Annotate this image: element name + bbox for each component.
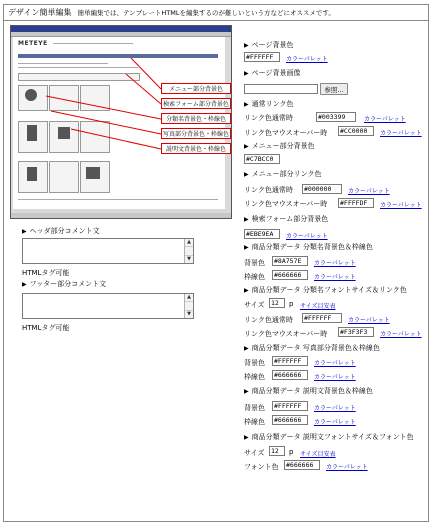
triangle-right-icon: ▶ — [244, 42, 249, 49]
scroll-down-icon[interactable]: ▼ — [185, 255, 193, 263]
normal-link-normal-palette-link[interactable]: カラーパレット — [364, 116, 406, 123]
panel-title: デザイン簡単編集 — [8, 8, 72, 17]
photo-bg-heading — [244, 343, 380, 353]
category-link-normal-input[interactable]: #FFFFFF — [302, 313, 342, 323]
description-bg-heading-label: 商品分類データ 説明文背景色＆枠線色 — [251, 387, 373, 395]
panel-subtitle: 簡単編集では、テンプレートHTMLを編集するのが難しいという方などにオススメです。 — [77, 9, 335, 17]
description-font-heading-label: 商品分類データ 説明文フォントサイズ＆フォント色 — [251, 433, 414, 441]
normal-link-hover-palette-link[interactable]: カラーパレット — [380, 130, 422, 137]
category-link-normal-label: リンク色通常時 — [244, 316, 293, 324]
triangle-right-icon: ▶ — [244, 388, 249, 395]
callout-search-bg: 検索フォーム部分背景色 — [161, 98, 231, 109]
photo-bg-label: 背景色 — [244, 359, 265, 367]
description-border-label: 枠線色 — [244, 418, 265, 426]
triangle-right-icon: ▶ — [244, 216, 249, 223]
triangle-right-icon: ▶ — [244, 244, 249, 251]
category-font-heading — [244, 285, 407, 295]
description-bg-color-input[interactable]: #FFFFFF — [272, 401, 308, 411]
description-bg-label: 背景色 — [244, 404, 265, 412]
scroll-up-icon[interactable]: ▲ — [185, 239, 193, 247]
category-link-hover-input[interactable]: #F3F3F3 — [338, 327, 374, 337]
footer-comment-label: フッター部分コメント文 — [29, 280, 107, 288]
triangle-right-icon: ▶ — [22, 228, 27, 235]
category-link-hover-palette-link[interactable]: カラーパレット — [380, 331, 422, 338]
footer-comment-textarea[interactable] — [22, 293, 194, 319]
normal-link-normal-label: リンク色通常時 — [244, 114, 293, 122]
photo-border-label: 枠線色 — [244, 373, 265, 381]
triangle-right-icon: ▶ — [244, 171, 249, 178]
description-font-color-input[interactable]: #666666 — [284, 460, 320, 470]
category-bg-label: 背景色 — [244, 259, 265, 267]
menu-bg-heading-label: メニュー部分背景色 — [251, 142, 315, 150]
normal-link-heading-label: 通常リンク色 — [251, 100, 294, 108]
menu-link-hover-input[interactable]: #FFFFDF — [338, 198, 374, 208]
textarea-scrollbar[interactable] — [184, 239, 193, 263]
category-link-hover-label: リンク色マウスオーバー時 — [244, 330, 328, 338]
description-bg-heading — [244, 386, 373, 396]
category-font-size-unit: p — [289, 300, 294, 308]
category-bg-heading-label: 商品分類データ 分類名背景色＆枠線色 — [251, 243, 373, 251]
scroll-down-icon[interactable]: ▼ — [185, 310, 193, 318]
description-font-size-label: サイズ — [244, 449, 265, 457]
page-bg-palette-link[interactable]: カラーパレット — [286, 56, 328, 63]
category-font-size-guide-link[interactable]: サイズ目安表 — [300, 303, 336, 310]
textarea-scrollbar[interactable] — [184, 294, 193, 318]
description-font-size-input[interactable]: 12 — [269, 446, 285, 456]
header-comment-heading — [22, 226, 100, 236]
callout-menu-bg: メニュー部分背景色 — [161, 83, 231, 94]
header-comment-label: ヘッダ部分コメント文 — [29, 227, 100, 235]
description-border-color-input[interactable]: #666666 — [272, 415, 308, 425]
category-border-color-input[interactable]: #666666 — [272, 270, 308, 280]
photo-border-color-input[interactable]: #666666 — [272, 370, 308, 380]
page-bg-image-heading-label: ページ背景画像 — [251, 69, 301, 77]
triangle-right-icon: ▶ — [244, 287, 249, 294]
menu-bg-heading — [244, 141, 315, 151]
browse-button[interactable]: 参照... — [320, 83, 348, 95]
header-comment-textarea[interactable] — [22, 238, 194, 264]
menu-link-hover-palette-link[interactable]: カラーパレット — [380, 202, 422, 209]
html-allowed-note-1: HTMLタグ可能 — [22, 269, 70, 277]
callout-category-bg: 分類名背景色・枠線色 — [161, 113, 231, 124]
normal-link-normal-input[interactable]: #003399 — [316, 112, 356, 122]
category-link-normal-palette-link[interactable]: カラーパレット — [348, 317, 390, 324]
menu-link-heading-label: メニュー部分リンク色 — [251, 170, 322, 178]
search-bg-heading — [244, 214, 328, 224]
triangle-right-icon: ▶ — [244, 345, 249, 352]
category-font-size-label: サイズ — [244, 301, 265, 309]
description-font-heading — [244, 432, 414, 442]
description-font-size-unit: p — [289, 448, 294, 456]
photo-border-palette-link[interactable]: カラーパレット — [314, 374, 356, 381]
triangle-right-icon: ▶ — [244, 143, 249, 150]
category-font-heading-label: 商品分類データ 分類名フォントサイズ＆リンク色 — [251, 286, 407, 294]
menu-link-normal-palette-link[interactable]: カラーパレット — [348, 188, 390, 195]
photo-bg-palette-link[interactable]: カラーパレット — [314, 360, 356, 367]
category-bg-palette-link[interactable]: カラーパレット — [314, 260, 356, 267]
description-font-color-label: フォント色 — [244, 463, 279, 471]
description-font-palette-link[interactable]: カラーパレット — [326, 464, 368, 471]
normal-link-heading — [244, 99, 294, 109]
scroll-up-icon[interactable]: ▲ — [185, 294, 193, 302]
category-font-size-input[interactable]: 12 — [269, 298, 285, 308]
photo-bg-color-input[interactable]: #FFFFFF — [272, 356, 308, 366]
menu-link-normal-input[interactable]: #000000 — [302, 184, 342, 194]
page-bg-heading-label: ページ背景色 — [251, 41, 294, 49]
normal-link-hover-label: リンク色マウスオーバー時 — [244, 129, 328, 137]
html-allowed-note-2: HTMLタグ可能 — [22, 324, 70, 332]
category-border-palette-link[interactable]: カラーパレット — [314, 274, 356, 281]
preview-logo: METEYE — [18, 40, 48, 47]
template-preview-image — [10, 25, 232, 219]
description-border-palette-link[interactable]: カラーパレット — [314, 419, 356, 426]
menu-link-heading — [244, 169, 322, 179]
page-bg-image-heading — [244, 68, 301, 78]
page-bg-heading — [244, 40, 294, 50]
page-bg-image-path-input[interactable] — [244, 84, 318, 94]
search-bg-color-input[interactable]: #EBE9EA — [244, 229, 280, 239]
triangle-right-icon: ▶ — [244, 434, 249, 441]
search-bg-palette-link[interactable]: カラーパレット — [286, 233, 328, 240]
panel-header — [4, 5, 428, 21]
photo-bg-heading-label: 商品分類データ 写真部分背景色＆枠線色 — [251, 344, 380, 352]
search-bg-heading-label: 検索フォーム部分背景色 — [251, 215, 329, 223]
category-bg-heading — [244, 242, 373, 252]
menu-bg-color-input[interactable]: #C7BCC0 — [244, 154, 280, 164]
description-font-size-guide-link[interactable]: サイズ目安表 — [300, 451, 336, 458]
description-bg-palette-link[interactable]: カラーパレット — [314, 405, 356, 412]
menu-link-hover-label: リンク色マウスオーバー時 — [244, 200, 328, 208]
menu-link-normal-label: リンク色通常時 — [244, 186, 293, 194]
footer-comment-heading — [22, 279, 106, 289]
triangle-right-icon: ▶ — [244, 70, 249, 77]
page-bg-color-input[interactable]: #FFFFFF — [244, 52, 280, 62]
triangle-right-icon: ▶ — [244, 101, 249, 108]
callout-description-bg: 説明文背景色・枠線色 — [161, 143, 231, 154]
normal-link-hover-input[interactable]: #CC0000 — [338, 126, 374, 136]
callout-photo-bg: 写真部分背景色・枠線色 — [161, 128, 231, 139]
category-bg-color-input[interactable]: #8A757E — [272, 256, 308, 266]
triangle-right-icon: ▶ — [22, 281, 27, 288]
category-border-label: 枠線色 — [244, 273, 265, 281]
